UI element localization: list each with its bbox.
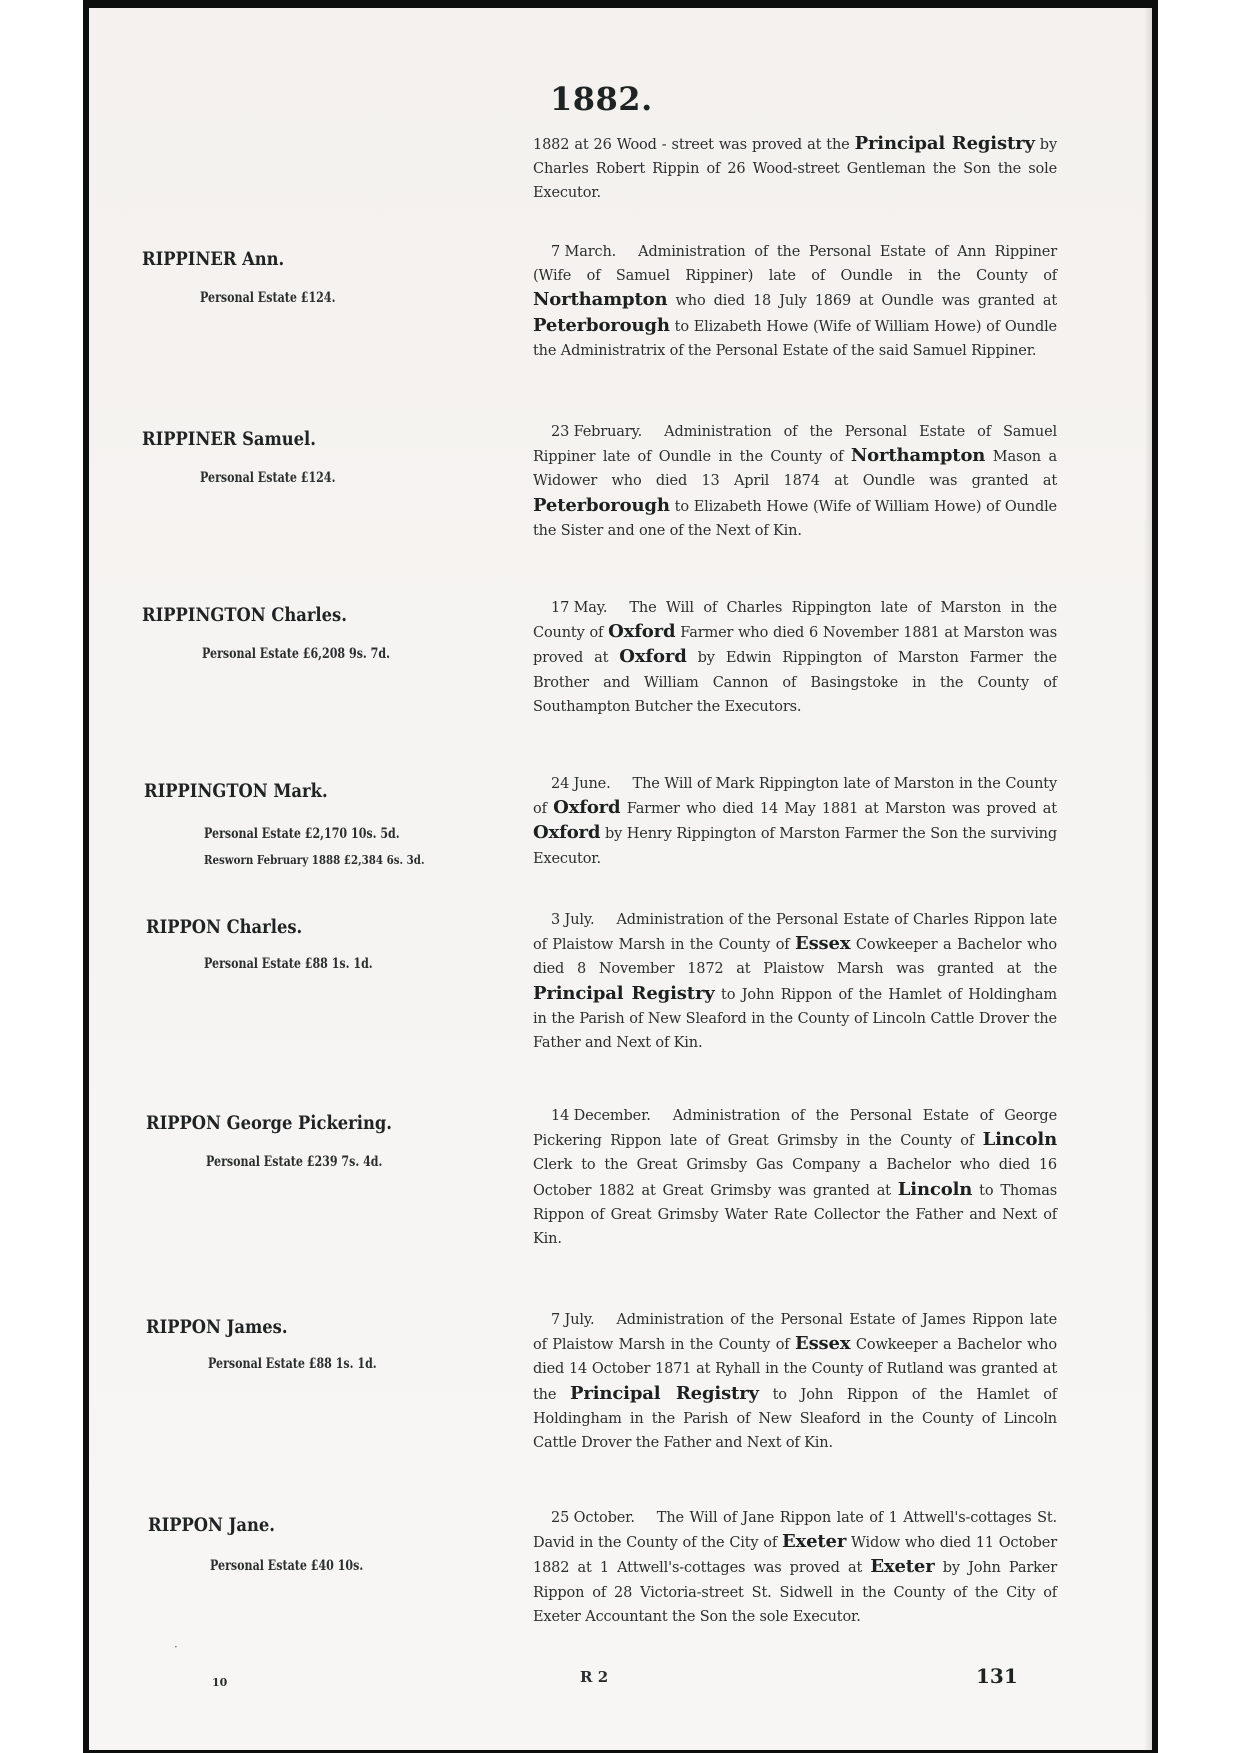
entry-date: 3 July.	[551, 912, 595, 928]
place-name: Exeter	[781, 1531, 847, 1553]
text-segment: Farmer who died 6 November 1881 at Marston was proved at	[533, 625, 1057, 667]
entry-date: 7 March.	[551, 244, 617, 260]
text-segment: Widow who died 11 October 1882 at 1 Attwell's-cottages was proved at	[533, 1535, 1057, 1577]
text-segment: Cowkeeper a Bachelor who died 8 November 1872 at Plaistow Marsh was granted at the	[533, 937, 1057, 978]
entry-estate: Personal Estate £239 7s. 4d.	[206, 1154, 383, 1170]
place-name: Oxford	[619, 646, 687, 668]
entry-date: 23 February.	[551, 424, 643, 440]
text-segment: Administration of the Personal Estate of Samuel Rippiner late of Oundle in the County of	[533, 424, 1057, 466]
entry-estate: Personal Estate £124.	[200, 470, 336, 486]
entry-text	[533, 420, 1057, 543]
place-name: Lincoln	[982, 1129, 1057, 1151]
entry-name: RIPPINER Samuel.	[142, 428, 316, 450]
page-year-heading: 1882.	[550, 80, 653, 118]
page-edge-shadow	[1144, 8, 1152, 1750]
entry-text	[533, 772, 1057, 871]
entry-text	[533, 596, 1057, 719]
text-segment: Administration of the Personal Estate of George Pickering Rippon late of Great Grimsby in the County of	[533, 1108, 1057, 1150]
text-segment: Mason a Widower who died 13 April 1874 at Oundle was granted at	[533, 449, 1057, 490]
entry-estate: Personal Estate £88 1s. 1d.	[208, 1356, 377, 1372]
text-segment: Clerk to the Great Grimsby Gas Company a Bachelor who died 16 October 1882 at Great Grimsby was granted at	[533, 1157, 1057, 1199]
text-segment: by Edwin Rippington of Marston Farmer the Brother and William Cannon of Basingstoke in the County of Southampton Butcher the Executors.	[533, 650, 1057, 715]
entry-name: RIPPON James.	[146, 1316, 288, 1338]
text-segment: to John Rippon of the Hamlet of Holdingham in the Parish of New Sleaford in the County of Lincoln Cattle Drover the Father and Next of Kin.	[533, 1386, 1058, 1452]
footer-signature-mark: R 2	[580, 1668, 609, 1686]
place-name: Northampton	[850, 445, 986, 467]
place-name: Principal Registry	[570, 1382, 759, 1404]
page-number: 131	[976, 1664, 1018, 1688]
ink-mark: ·	[174, 1640, 178, 1654]
entry-text	[533, 1104, 1057, 1251]
text-segment: Farmer who died 14 May 1881 at Marston was proved at	[620, 801, 1057, 818]
entry-text	[533, 240, 1057, 363]
entry-name: RIPPON Jane.	[148, 1514, 275, 1536]
footer-left-number: 10	[212, 1676, 228, 1689]
entry-date: 7 July.	[551, 1312, 595, 1328]
entry-name: RIPPON George Pickering.	[146, 1112, 393, 1134]
place-name: Essex	[795, 1333, 851, 1355]
place-name: Oxford	[533, 822, 601, 844]
text-segment: by Charles Robert Rippin of 26 Wood-street Gentleman the Son the sole Executor.	[533, 137, 1057, 202]
entry-text	[533, 1308, 1057, 1455]
continuation-text	[533, 132, 1057, 206]
place-name: Northampton	[533, 289, 668, 311]
text-segment: to Elizabeth Howe (Wife of William Howe) of Oundle the Administratrix of the Personal Estate of the said Samuel Rippiner.	[533, 318, 1057, 359]
entry-name: RIPPINGTON Charles.	[142, 604, 347, 626]
place-name: Oxford	[608, 621, 676, 643]
entry-text	[533, 908, 1057, 1055]
place-name: Lincoln	[897, 1178, 973, 1200]
entry-estate: Personal Estate £40 10s.	[210, 1558, 364, 1574]
place-name: Peterborough	[533, 314, 670, 336]
entry-name: RIPPON Charles.	[146, 916, 303, 938]
place-name: Principal Registry	[533, 982, 715, 1004]
text-segment: Administration of the Personal Estate of James Rippon late of Plaistow Marsh in the County of	[533, 1312, 1057, 1354]
entry-estate: Personal Estate £2,170 10s. 5d.	[204, 826, 400, 842]
entry-estate: Personal Estate £6,208 9s. 7d.	[202, 646, 390, 662]
place-name: Essex	[795, 933, 851, 955]
text-segment: The Will of Charles Rippington late of Marston in the County of	[533, 600, 1057, 642]
place-name: Peterborough	[533, 494, 670, 516]
text-segment: 1882 at 26 Wood - street was proved at the	[533, 137, 855, 153]
entry-date: 14 December.	[551, 1108, 651, 1124]
entry-date: 24 June.	[551, 776, 611, 792]
entry-text	[533, 1506, 1057, 1629]
entry-name: RIPPINGTON Mark.	[144, 780, 328, 802]
text-segment: by Henry Rippington of Marston Farmer the Son the surviving Executor.	[533, 826, 1057, 867]
entry-date: 17 May.	[551, 600, 608, 616]
entry-name: RIPPINER Ann.	[142, 248, 285, 270]
text-segment: to Elizabeth Howe (Wife of William Howe) of Oundle the Sister and one of the Next of Kin.	[533, 498, 1057, 539]
text-segment: who died 18 July 1869 at Oundle was granted at	[667, 293, 1057, 310]
text-segment: Administration of the Personal Estate of Charles Rippon late of Plaistow Marsh in the County of	[533, 912, 1057, 954]
place-name: Oxford	[553, 797, 621, 819]
text-segment: The Will of Jane Rippon late of 1 Attwell's-cottages St. David in the County of the City of	[533, 1510, 1057, 1552]
text-segment: to Thomas Rippon of Great Grimsby Water Rate Collector the Father and Next of Kin.	[533, 1182, 1057, 1248]
text-segment: Administration of the Personal Estate of Ann Rippiner (Wife of Samuel Rippiner) late of Oundle in the County of	[533, 244, 1057, 285]
place-name: Principal Registry	[854, 133, 1035, 154]
place-name: Exeter	[870, 1556, 935, 1578]
entry-estate: Personal Estate £124.	[200, 290, 336, 306]
text-segment: Cowkeeper a Bachelor who died 14 October 1871 at Ryhall in the County of Rutland was granted at the	[533, 1337, 1057, 1403]
text-segment: The Will of Mark Rippington late of Marston in the County of	[533, 776, 1057, 818]
entry-date: 25 October.	[551, 1510, 635, 1526]
entry-estate: Personal Estate £88 1s. 1d.	[204, 956, 373, 972]
text-segment: to John Rippon of the Hamlet of Holdingham in the Parish of New Sleaford in the County of Lincoln Cattle Drover the Father and Next of Kin.	[533, 986, 1057, 1052]
entry-resworn: Resworn February 1888 £2,384 6s. 3d.	[204, 852, 425, 867]
text-segment: by John Parker Rippon of 28 Victoria-street St. Sidwell in the County of the City of Exeter Accountant the Son the sole Executor.	[533, 1560, 1057, 1625]
